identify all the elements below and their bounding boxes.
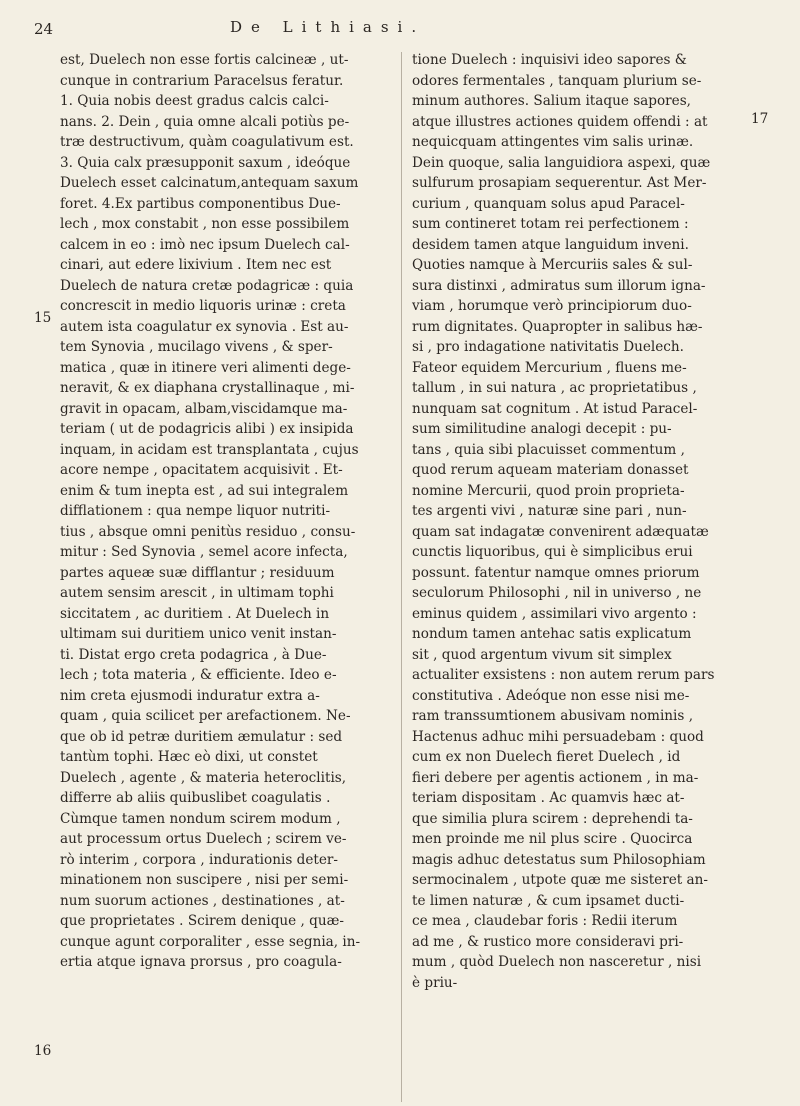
text-line: nomine Mercurii, quod proin proprieta-: [412, 482, 685, 499]
text-line: teriam ( ut de podagricis alibi ) ex insipida: [60, 421, 354, 437]
text-line: nim creta ejusmodi induratur extra a-: [60, 687, 320, 704]
text-line: te limen naturæ , & cum ipsamet ducti-: [412, 892, 685, 909]
text-line: minum authores. Salium itaque sapores,: [412, 93, 692, 109]
text-line: fieri debere per agentis actionem , in ma-: [412, 769, 699, 786]
text-line: cunque agunt corporaliter , esse segnia, in-: [60, 933, 361, 950]
text-line: è priu-: [412, 974, 458, 991]
text-line: tantùm tophi. Hæc eò dixi, ut constet: [60, 749, 318, 765]
text-line: gravit in opacam, albam,viscidamque ma-: [60, 400, 348, 417]
right-text-column: [412, 50, 742, 993]
text-line: men proinde me nil plus scire . Quocirca: [412, 831, 693, 847]
text-line: desidem tamen atque languidum inveni.: [412, 236, 689, 253]
text-line: minationem non suscipere , nisi per semi-: [60, 872, 349, 888]
text-line: tius , absque omni penitùs residuo , consu-: [60, 523, 356, 540]
text-line: possunt. fatentur namque omnes priorum: [412, 564, 700, 581]
text-line: Duelech , agente , & materia heteroclitis,: [60, 769, 347, 786]
text-line: que similia plura scirem : deprehendi ta-: [412, 810, 693, 827]
text-line: nequicquam attingentes vim salis urinæ.: [412, 134, 694, 150]
text-line: nans. 2. Dein , quia omne alcali potiùs pe-: [60, 113, 350, 130]
text-line: Duelech de natura cretæ podagricæ : quia: [60, 277, 354, 294]
text-line: mitur : Sed Synovia , semel acore infecta,: [60, 544, 348, 560]
text-line: curium , quanquam solus apud Paracel-: [412, 195, 685, 212]
text-line: foret. 4.Ex partibus componentibus Due-: [60, 195, 341, 212]
text-line: autem ista coagulatur ex synovia . Est au-: [60, 318, 349, 335]
page-number: 24: [34, 20, 54, 38]
text-line: enim & tum inepta est , ad sui integralem: [60, 482, 349, 499]
text-line: ce mea , claudebar foris : Redii iterum: [412, 913, 678, 929]
text-line: sit , quod argentum vivum sit simplex: [412, 646, 672, 663]
text-line: quam sat indagatæ convenirent adæquatæ: [412, 523, 709, 540]
text-line: teriam dispositam . Ac quamvis hæc at-: [412, 790, 685, 806]
text-line: calcem in eo : imò nec ipsum Duelech cal-: [60, 236, 350, 253]
margin-line-number: 15: [34, 310, 52, 326]
text-line: actualiter exsistens : non autem rerum pars: [412, 667, 715, 683]
text-line: seculorum Philosophi , nil in universo , ne: [412, 585, 702, 601]
text-line: Hactenus adhuc mihi persuadebam : quod: [412, 728, 704, 745]
text-line: tem Synovia , mucilago vivens , & sper-: [60, 339, 333, 355]
text-line: concrescit in medio liquoris urinæ : creta: [60, 298, 346, 314]
text-line: atque illustres actiones quidem offendi : at: [412, 113, 708, 130]
text-line: nondum tamen antehac satis explicatum: [412, 626, 692, 642]
text-line: odores fermentales , tanquam plurium se-: [412, 72, 702, 89]
text-line: mum , quòd Duelech non nasceretur , nisi: [412, 954, 702, 970]
text-line: magis adhuc detestatus sum Philosophiam: [412, 851, 706, 868]
text-line: quod rerum aqueam materiam donasset: [412, 462, 689, 478]
margin-line-number: 16: [34, 1043, 52, 1059]
text-line: partes aqueæ suæ difflantur ; residuum: [60, 564, 335, 581]
text-line: Quoties namque à Mercuriis sales & sul-: [412, 257, 693, 273]
left-text-column: [60, 50, 382, 973]
text-line: cunctis liquoribus, qui è simplicibus erui: [412, 544, 693, 560]
text-line: que proprietates . Scirem denique , quæ-: [60, 913, 344, 929]
text-line: viam , horumque verò principiorum duo-: [412, 298, 692, 314]
text-line: autem sensim arescit , in ultimam tophi: [60, 585, 334, 601]
text-line: tione Duelech : inquisivi ideo sapores &: [412, 52, 687, 68]
text-line: Duelech esset calcinatum,antequam saxum: [60, 175, 359, 191]
text-line: ertia atque ignava prorsus , pro coagula-: [60, 954, 342, 970]
text-line: lech ; tota materia , & efficiente. Ideo e-: [60, 667, 337, 683]
text-line: tans , quia sibi placuisset commentum ,: [412, 441, 685, 458]
text-line: sulfurum prosapiam sequerentur. Ast Mer-: [412, 175, 707, 191]
text-line: si , pro indagatione nativitatis Duelech.: [412, 339, 684, 355]
text-line: tallum , in sui natura , ac proprietatibus ,: [412, 380, 697, 396]
text-line: nunquam sat cognitum . At istud Paracel-: [412, 400, 698, 417]
text-line: rò interim , corpora , indurationis deter-: [60, 851, 338, 868]
text-line: ti. Distat ergo creta podagrica , à Due-: [60, 646, 327, 663]
text-line: 3. Quia calx præsupponit saxum , ideóque: [60, 154, 351, 171]
text-line: sum contineret totam rei perfectionem :: [412, 216, 689, 232]
text-line: ad me , & rustico more consideravi pri-: [412, 933, 684, 950]
text-line: aut processum ortus Duelech ; scirem ve-: [60, 831, 347, 847]
text-line: cunque in contrarium Paracelsus feratur.: [60, 72, 344, 89]
text-line: neravit, & ex diaphana crystallinaque , mi-: [60, 380, 355, 396]
running-title: De Lithiasi.: [230, 18, 426, 36]
text-line: cum ex non Duelech fieret Duelech , id: [412, 749, 681, 765]
text-line: siccitatem , ac duritiem . At Duelech in: [60, 605, 330, 622]
text-line: difflationem : qua nempe liquor nutriti-: [60, 503, 331, 519]
text-line: lech , mox constabit , non esse possibilem: [60, 216, 350, 232]
text-line: ram transsumtionem abusivam nominis ,: [412, 708, 694, 724]
text-line: eminus quidem , assimilari vivo argento :: [412, 605, 697, 622]
text-line: 1. Quia nobis deest gradus calcis calci-: [60, 93, 329, 109]
text-line: quam , quia scilicet per arefactionem. Ne-: [60, 708, 351, 724]
text-line: sermocinalem , utpote quæ me sisteret an-: [412, 872, 708, 888]
text-line: træ destructivum, quàm coagulativum est.: [60, 134, 354, 150]
margin-line-number: 17: [751, 111, 769, 127]
text-line: rum dignitates. Quapropter in salibus hæ-: [412, 318, 703, 335]
text-line: que ob id petræ duritiem æmulatur : sed: [60, 728, 343, 745]
text-line: inquam, in acidam est transplantata , cujus: [60, 441, 359, 458]
text-line: cinari, aut edere lixivium . Item nec est: [60, 257, 332, 273]
text-line: Dein quoque, salia languidiora aspexi, quæ: [412, 154, 711, 171]
text-line: differre ab aliis quibuslibet coagulatis .: [60, 790, 331, 806]
column-divider: [401, 52, 402, 1102]
text-line: constitutiva . Adeóque non esse nisi me-: [412, 687, 690, 704]
text-line: est, Duelech non esse fortis calcineæ , ut-: [60, 52, 349, 68]
text-line: Fateor equidem Mercurium , fluens me-: [412, 359, 687, 376]
text-line: Cùmque tamen nondum scirem modum ,: [60, 810, 341, 827]
text-line: tes argenti vivi , naturæ sine pari , nun-: [412, 503, 687, 519]
text-line: num suorum actiones , destinationes , at-: [60, 892, 345, 909]
text-line: sura distinxi , admiratus sum illorum igna-: [412, 277, 706, 294]
text-line: sum similitudine analogi decepit : pu-: [412, 421, 672, 437]
text-line: acore nempe , opacitatem acquisivit . Et-: [60, 462, 343, 478]
text-line: matica , quæ in itinere veri alimenti dege-: [60, 359, 351, 376]
text-line: ultimam sui duritiem unico venit instan-: [60, 626, 337, 642]
